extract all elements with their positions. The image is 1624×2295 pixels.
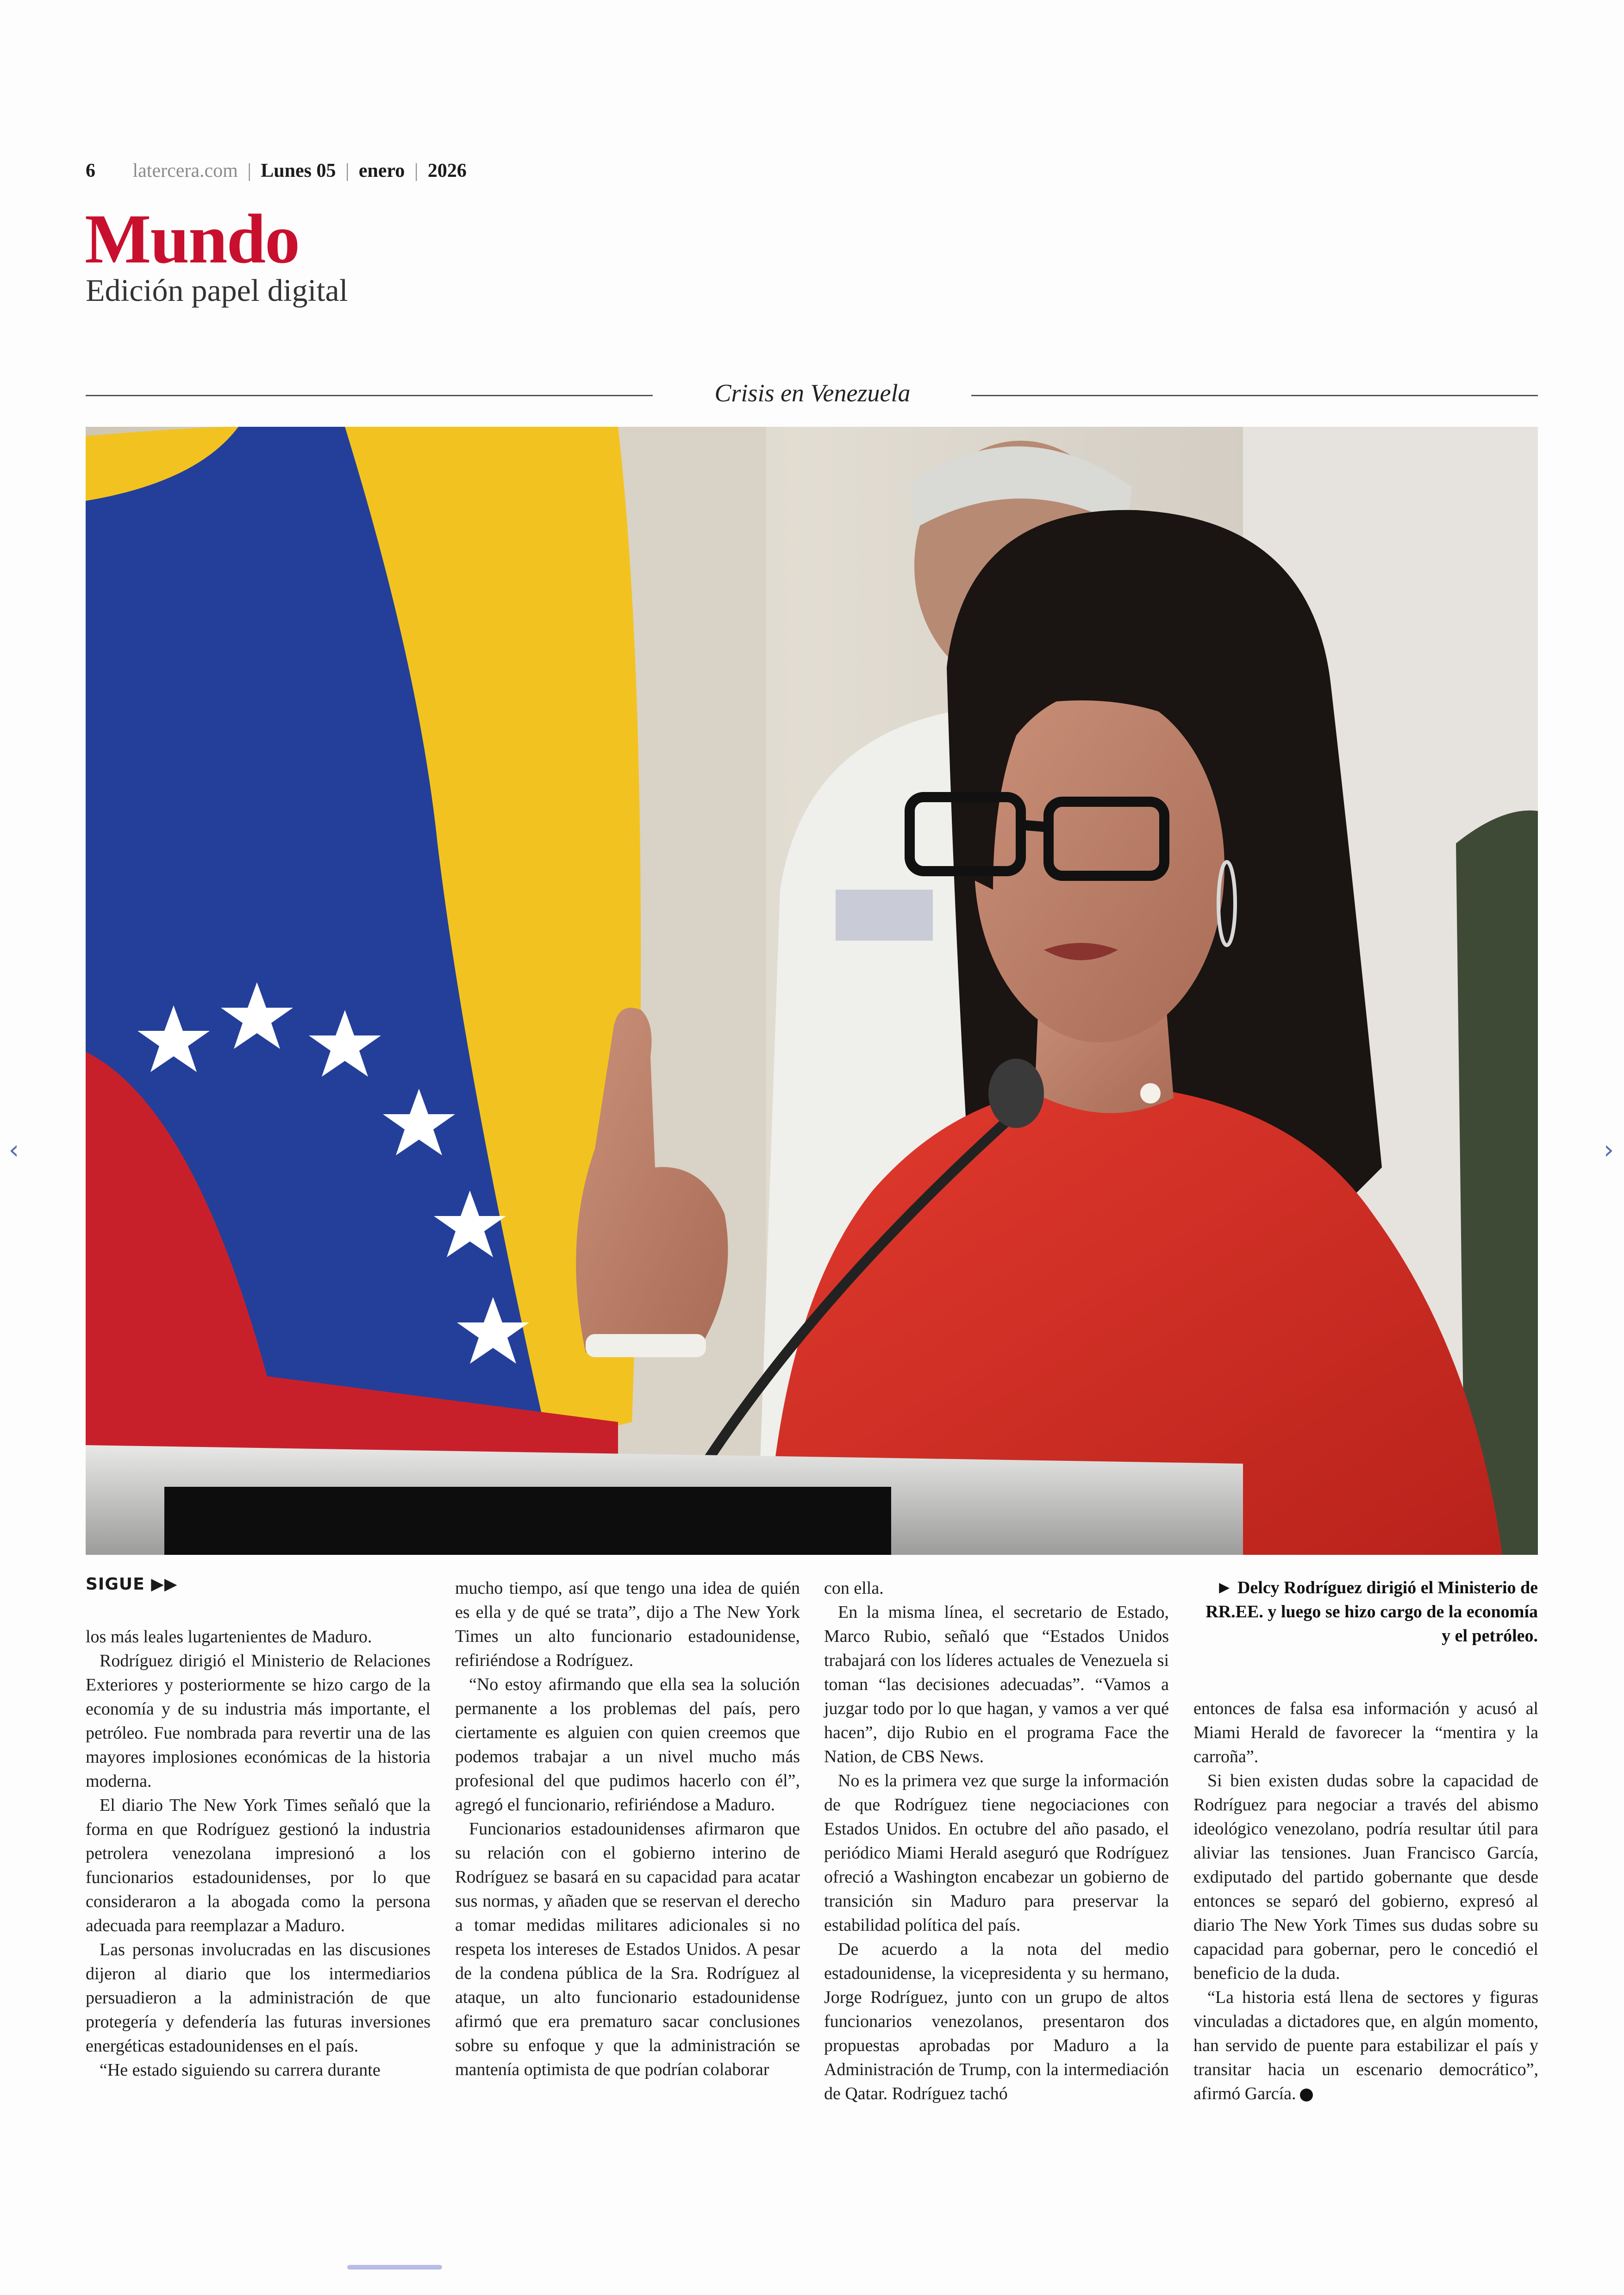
date-year: 2026 bbox=[427, 160, 467, 181]
photo-caption: ► Delcy Rodríguez dirigió el Ministerio de RR.EE. y luego se hizo cargo de la economía y el petróleo. bbox=[1206, 1578, 1538, 1646]
page-scrollbar[interactable] bbox=[347, 2265, 442, 2270]
kicker-rule-left bbox=[86, 395, 653, 396]
page-number: 6 bbox=[86, 160, 95, 181]
kicker: Crisis en Venezuela bbox=[714, 379, 911, 407]
end-mark-icon bbox=[1300, 2089, 1313, 2102]
paragraph: mucho tiempo, así que tengo una idea de quién es ella y de qué se trata”, dijo a The New York Times un alto funcionario estadounidense, refiriéndose a Rodríguez. bbox=[455, 1578, 800, 1670]
chevron-right-icon[interactable]: › bbox=[1603, 1135, 1614, 1165]
article-column-2 bbox=[455, 1576, 800, 2082]
article-photo bbox=[86, 427, 1538, 1555]
paragraph: Las personas involucradas en las discusiones dijeron al diario que los intermediarios persuadieron a la administración de que protegería y defendería las futuras inversiones energéticas estadounidenses en el país. bbox=[86, 1940, 431, 2056]
paragraph: “He estado siguiendo su carrera durante bbox=[100, 2060, 381, 2080]
paragraph: De acuerdo a la nota del medio estadounidense, la vicepresidenta y su hermano, Jorge Rodríguez, junto con un grupo de altos funcionarios venezolanos, presentaron dos propuestas aprobadas por Maduro a la Administración de Trump, con la intermediación de Qatar. Rodríguez tachó bbox=[824, 1940, 1169, 2103]
section-subtitle: Edición papel digital bbox=[86, 273, 348, 308]
paragraph: “La historia está llena de sectores y figuras vinculadas a dictadores que, en algún momento, han servido de puente para estabilizar el país y transitar hacia un escenario democrático”, afirmó García. bbox=[1193, 1988, 1538, 2103]
paragraph: No es la primera vez que surge la información de que Rodríguez tiene negociaciones con Estados Unidos. En octubre del año pasado, el periódico Miami Herald aseguró que Rodríguez ofreció a Washington encabezar un gobierno de transición sin Maduro para preservar la estabilidad política del país. bbox=[824, 1771, 1169, 1935]
paragraph: entonces de falsa esa información y acusó al Miami Herald de favorecer la “mentira y la carroña”. bbox=[1193, 1699, 1538, 1766]
article-column-1 bbox=[86, 1625, 431, 2082]
paragraph: El diario The New York Times señaló que la forma en que Rodríguez gestionó la industria petrolera venezolana impresionó a los funcionarios estadounidenses, por lo que consideraron a la abogada como la persona adecuada para reemplazar a Maduro. bbox=[86, 1796, 431, 1935]
chevron-left-icon[interactable]: ‹ bbox=[8, 1135, 19, 1165]
paragraph: Si bien existen dudas sobre la capacidad de Rodríguez para negociar a través del abismo ideológico venezolano, podría resultar útil para aliviar las tensiones. Juan Francisco García, exdiputado del partido gobernante que desde entonces se separó del gobierno, expresó al diario The New York Times sus dudas sobre su capacidad para gobernar, pero le concedió el beneficio de la duda. bbox=[1193, 1771, 1538, 1983]
date-day: Lunes 05 bbox=[261, 160, 336, 181]
paragraph: con ella. bbox=[824, 1578, 884, 1598]
kicker-rule-right bbox=[971, 395, 1538, 396]
section-title: Mundo bbox=[85, 200, 300, 278]
paragraph: En la misma línea, el secretario de Estado, Marco Rubio, señaló que “Estados Unidos trabajará con los líderes actuales de Venezuela si toman “las decisiones adecuadas”. “Vamos a juzgar todo por lo que hagan, y vamos a ver qué hacen”, dijo Rubio en el programa Face the Nation, de CBS News. bbox=[824, 1603, 1169, 1766]
paragraph: Rodríguez dirigió el Ministerio de Relaciones Exteriores y posteriormente se hizo cargo de la economía y de su industria más importante, el petróleo. Fue nombrada para revertir una de las mayores implosiones económicas de la historia moderna. bbox=[86, 1651, 431, 1791]
site-name[interactable]: latercera.com bbox=[132, 160, 238, 181]
page-header: 6 latercera.com | Lunes 05 | enero | 2026 bbox=[86, 160, 467, 181]
paragraph: los más leales lugartenientes de Maduro. bbox=[86, 1627, 372, 1646]
article-column-3 bbox=[824, 1576, 1169, 2106]
date-month: enero bbox=[358, 160, 405, 181]
paragraph: “No estoy afirmando que ella sea la solución permanente a los problemas del país, pero ciertamente es alguien con quien creemos que podemos trabajar a un nivel mucho más profesional del que pudimos hacerlo con él”, agregó el funcionario, refiriéndose a Maduro. bbox=[455, 1675, 800, 1815]
paragraph: Funcionarios estadounidenses afirmaron que su relación con el gobierno interino de Rodríguez se basará en su capacidad para acatar sus normas, y añaden que se reservan el derecho a tomar medidas militares adicionales si no respeta los intereses de Estados Unidos. A pesar de la condena pública de la Sra. Rodríguez al ataque, un alto funcionario estadounidense afirmó que era prematuro sacar conclusiones sobre su enfoque y que la administración se mantenía optimista de que podrían colaborar bbox=[455, 1819, 800, 2079]
continue-label: SIGUE ▶▶ bbox=[86, 1575, 178, 1594]
article-column-4 bbox=[1193, 1696, 1538, 2106]
